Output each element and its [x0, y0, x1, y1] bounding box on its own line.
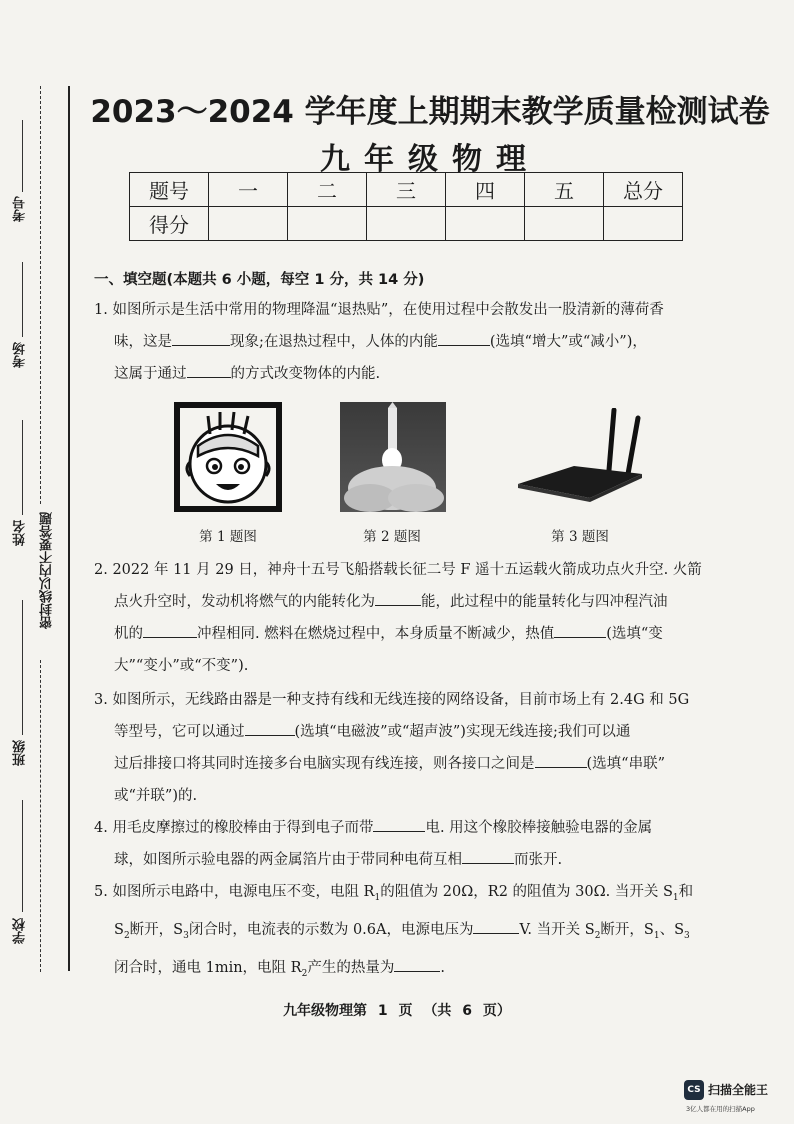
answer-blank[interactable] — [187, 363, 231, 379]
text-fragment: (选填“电磁波”或“超声波”)实现无线连接;我们可以通 — [294, 724, 631, 740]
score-table — [129, 172, 683, 241]
question-5-line — [94, 952, 730, 990]
score-cell[interactable] — [604, 207, 683, 241]
exam-title: 2023～2024 学年度上期期末教学质量检测试卷 — [90, 94, 770, 130]
subscript: 1 — [374, 892, 381, 903]
text-fragment: 的阻值为 20Ω，R2 的阻值为 30Ω. 当开关 S — [380, 884, 673, 900]
text-fragment: 机的 — [114, 626, 143, 642]
answer-blank[interactable] — [172, 331, 230, 347]
score-cell[interactable] — [525, 207, 604, 241]
question-5-line — [94, 876, 730, 914]
answer-blank[interactable] — [394, 956, 440, 972]
exam-number-fill-line — [22, 120, 23, 192]
binding-line — [68, 86, 70, 971]
score-header-cell: 四 — [446, 173, 525, 207]
score-table-score-row — [130, 207, 683, 241]
question-2-line: 2. 2022 年 11 月 29 日，神舟十五号飞船搭载长征二号 F 遥十五运载火箭成功点火升空. 火箭 — [94, 562, 702, 578]
margin-label-class: 班级 — [13, 740, 28, 766]
question-3-line — [94, 716, 730, 748]
fever-patch-cartoon-image — [174, 402, 282, 512]
text-fragment: S — [114, 921, 124, 938]
text-fragment: 球，如图所示验电器的两金属箔片由于带同种电荷互相 — [114, 852, 462, 868]
figure-2-caption: 第 2 题图 — [363, 529, 421, 545]
subscript: 2 — [301, 968, 308, 979]
text-fragment: (选填“串联” — [586, 756, 665, 772]
text-fragment: 断开，S — [600, 921, 654, 938]
wireless-router-image — [514, 408, 644, 504]
class-fill-line — [22, 600, 23, 735]
question-4-line — [94, 844, 730, 876]
text-fragment: 和 — [678, 884, 694, 900]
question-1-line — [94, 358, 730, 390]
score-header-cell: 题号 — [130, 173, 209, 207]
subscript: 2 — [594, 930, 601, 941]
text-fragment: 等型号，它可以通过 — [114, 724, 245, 740]
question-5-line — [94, 914, 730, 952]
margin-label-school: 学校 — [13, 918, 28, 944]
score-table-header-row — [130, 173, 683, 207]
text-fragment: 闭合时，通电 1min，电阻 R — [114, 959, 302, 976]
rocket-launch-photo — [340, 402, 446, 512]
text-fragment: V. 当开关 S — [519, 921, 595, 938]
score-header-cell: 五 — [525, 173, 604, 207]
text-fragment: . — [440, 959, 445, 976]
name-fill-line — [22, 420, 23, 515]
score-cell[interactable] — [446, 207, 525, 241]
answer-blank[interactable] — [143, 623, 197, 639]
text-fragment: (选填“变 — [606, 626, 663, 642]
camscanner-logo-icon: CS — [684, 1080, 704, 1100]
answer-blank[interactable] — [554, 623, 606, 639]
question-2-line: 大”“变小”或“不变”). — [114, 658, 249, 674]
text-fragment: 现象;在退热过程中，人体的内能 — [230, 334, 438, 350]
answer-blank[interactable] — [245, 721, 295, 737]
text-fragment: 点火升空时，发动机将燃气的内能转化为 — [114, 594, 375, 610]
question-2-line — [94, 618, 730, 650]
score-header-cell: 一 — [209, 173, 288, 207]
answer-blank[interactable] — [462, 849, 514, 865]
text-fragment: 过后排接口将其同时连接多台电脑实现有线连接，则各接口之间是 — [114, 756, 535, 772]
seal-dashed-line-top — [40, 86, 41, 504]
text-fragment: 5. 如图所示电路中，电源电压不变，电阻 R — [94, 884, 375, 900]
score-header-cell: 总分 — [604, 173, 683, 207]
figure-3-caption: 第 3 题图 — [551, 529, 609, 545]
figure-1-caption: 第 1 题图 — [199, 529, 257, 545]
answer-blank[interactable] — [375, 591, 421, 607]
text-fragment: 闭合时，电流表的示数为 0.6A，电源电压为 — [188, 921, 474, 938]
question-4 — [94, 812, 730, 876]
text-fragment: 味，这是 — [114, 334, 172, 350]
score-cell[interactable] — [288, 207, 367, 241]
text-fragment: 的方式改变物体的内能. — [230, 366, 381, 382]
text-fragment: 冲程相同. 燃料在燃烧过程中，本身质量不断减少，热值 — [197, 626, 555, 642]
text-fragment: 4. 用毛皮摩擦过的橡胶棒由于得到电子而带 — [94, 820, 374, 836]
school-fill-line — [22, 800, 23, 912]
exam-room-fill-line — [22, 262, 23, 337]
scanner-app-name: 扫描全能王 — [708, 1083, 769, 1097]
question-4-line — [94, 812, 730, 844]
subscript: 2 — [123, 930, 130, 941]
question-3-line: 或“并联”)的. — [114, 788, 198, 804]
text-fragment: 断开，S — [129, 921, 184, 938]
text-fragment: 这属于通过 — [114, 366, 187, 382]
question-1-line — [94, 326, 730, 358]
subscript: 1 — [672, 892, 679, 903]
subscript: 3 — [684, 930, 690, 941]
score-row-label: 得分 — [130, 207, 209, 241]
seal-notice: 密封线以内不要答题 — [40, 508, 55, 633]
score-cell[interactable] — [367, 207, 446, 241]
margin-label-name: 姓名 — [13, 520, 28, 546]
text-fragment: 而张开. — [514, 852, 563, 868]
answer-blank[interactable] — [473, 918, 519, 934]
score-header-cell: 二 — [288, 173, 367, 207]
page-footer: 九年级物理第 1 页 （共 6 页） — [283, 1003, 511, 1019]
question-3-line: 3. 如图所示，无线路由器是一种支持有线和无线连接的网络设备，目前市场上有 2.4G 和 5G — [94, 692, 690, 708]
answer-blank[interactable] — [535, 753, 587, 769]
margin-label-exam-number: 考号 — [13, 196, 28, 222]
subscript: 3 — [183, 930, 189, 941]
question-3-line — [94, 748, 730, 780]
question-1-line: 1. 如图所示是生活中常用的物理降温“退热贴”，在使用过程中会散发出一股清新的薄荷香 — [94, 302, 664, 318]
seal-dashed-line-bottom — [40, 660, 41, 972]
section-heading: 一、填空题(本题共 6 小题，每空 1 分，共 14 分) — [94, 272, 425, 288]
text-fragment: (选填“增大”或“减小”)， — [489, 334, 647, 350]
margin-label-exam-room: 考场 — [13, 342, 28, 368]
score-cell[interactable] — [209, 207, 288, 241]
text-fragment: 、S — [659, 921, 685, 938]
scanner-tagline: 3亿人都在用的扫描App — [686, 1105, 755, 1113]
text-fragment: 电. 用这个橡胶棒接触验电器的金属 — [425, 820, 653, 836]
question-2 — [94, 554, 730, 682]
question-2-line — [94, 586, 730, 618]
answer-blank[interactable] — [438, 331, 490, 347]
text-fragment: 产生的热量为 — [307, 959, 395, 976]
question-1 — [94, 294, 730, 390]
question-3 — [94, 684, 730, 812]
subscript: 1 — [653, 930, 660, 941]
answer-blank[interactable] — [373, 817, 425, 833]
exam-subtitle: 九年级物理 — [320, 142, 540, 177]
score-header-cell: 三 — [367, 173, 446, 207]
text-fragment: 能，此过程中的能量转化与四冲程汽油 — [421, 594, 668, 610]
question-5 — [94, 876, 730, 990]
